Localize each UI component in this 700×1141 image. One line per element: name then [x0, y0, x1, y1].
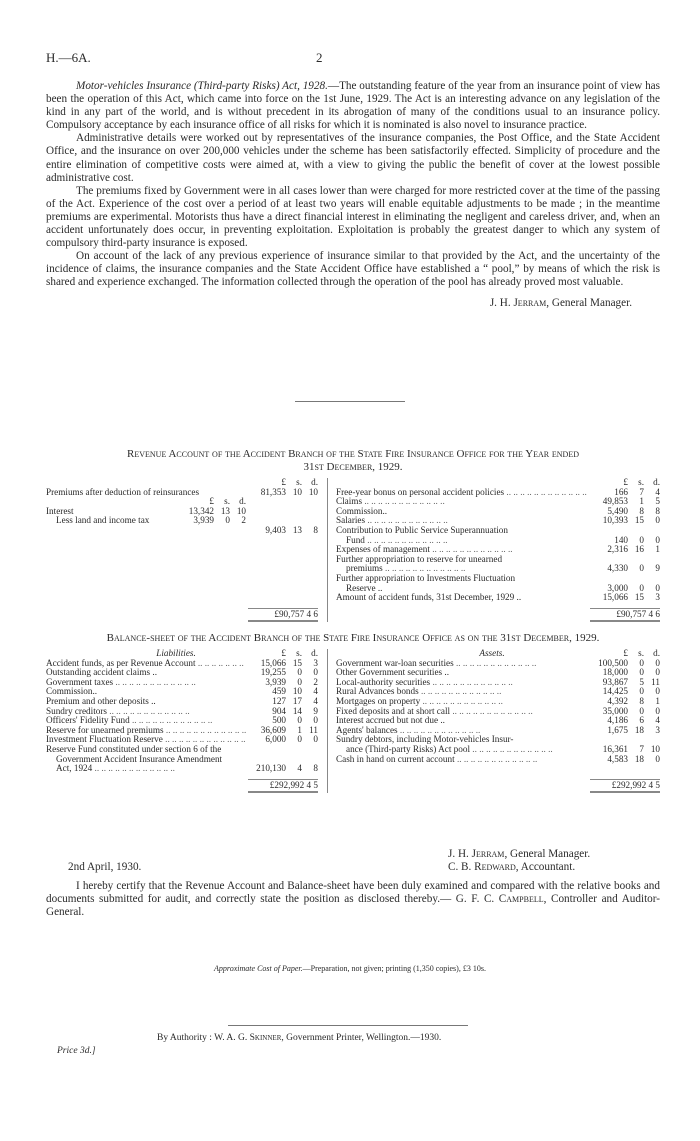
- pence: 3: [313, 657, 318, 668]
- shillings: 0: [225, 515, 230, 526]
- pence: 0: [313, 715, 318, 726]
- row-label: Free-year bonus on personal accident policies .. ..: [336, 488, 588, 498]
- row-label: ance (Third-party Risks) Act pool .. ..: [336, 745, 588, 755]
- revenue-total-left: £90,757 4 6: [248, 608, 318, 622]
- pence: 1: [655, 544, 660, 555]
- price: Price 3d.]: [57, 1046, 96, 1056]
- shillings: 10: [292, 486, 302, 497]
- signature-title: , General Manager.: [504, 848, 591, 860]
- pence: 0: [655, 657, 660, 668]
- pence: 0: [655, 582, 660, 593]
- row-label: Interest accrued but not due ..: [336, 716, 445, 726]
- balance-title: Balance-sheet of the Accident Branch of the State Fire Insurance Office as on the 31st December, 1929.: [106, 632, 600, 644]
- liabilities-heading: Liabilities.: [156, 649, 196, 658]
- column-headers: [336, 478, 660, 488]
- signature-manager: [46, 297, 660, 310]
- paragraph-3: The premiums fixed by Government were in all cases lower than were charged for more restricted cover at the time of the passing of the Act. Experience of the cost over a period of at least two years will enable equitable adjustments to be made ; in the meantime premiums are experimental. Motorists thus have a direct financial interest in eliminating the negligent and careless driver, and, when an accident unfortunately does occur, in preventing exploitation. Exploitation is probably the greatest danger to which any system of compulsory third-party insurance is exposed.: [46, 184, 660, 250]
- pounds: 100,500: [598, 657, 628, 668]
- audit-certificate: [46, 880, 660, 919]
- printer-name: Skinner: [249, 1033, 282, 1043]
- divider: [295, 401, 405, 402]
- pence: 3: [655, 592, 660, 603]
- shillings: 0: [639, 705, 644, 716]
- certify-text: I hereby certify that the Revenue Account and Balance-sheet have been duly examined and compared with the relative books and documents submitted for audit, and correctly state the position as disclosed thereby.—: [46, 880, 660, 906]
- pounds: 10,393: [602, 515, 628, 526]
- shillings: 0: [297, 676, 302, 687]
- shillings: 13: [220, 505, 230, 516]
- table-row: [336, 564, 660, 574]
- auditor-title: , Controller and Auditor-General.: [46, 893, 660, 919]
- col-shillings: s.: [638, 648, 644, 658]
- pounds: 2,316: [607, 544, 628, 555]
- shillings: 16: [634, 544, 644, 555]
- row-label: Premiums after deduction of reinsurances: [46, 487, 200, 497]
- shillings: 0: [639, 563, 644, 574]
- row-label: Accident funds, as per Revenue Account .. ..: [46, 659, 246, 669]
- pounds: 49,853: [602, 496, 628, 507]
- assets-heading: Assets.: [479, 649, 505, 658]
- revenue-expenditure-side: [327, 478, 660, 622]
- pence: 2: [313, 676, 318, 687]
- pounds: 81,353: [260, 486, 286, 497]
- balance-section: [46, 632, 660, 793]
- row-label: Less land and income tax: [56, 516, 150, 526]
- shillings: 15: [634, 515, 644, 526]
- row-label: Sundry creditors .. ..: [46, 707, 246, 717]
- row-label: Reserve Fund constituted under section 6 of the: [46, 744, 222, 754]
- col-pence: d.: [311, 648, 318, 658]
- table-row: [46, 507, 318, 517]
- cost-note: [0, 964, 700, 973]
- pounds: 5,490: [607, 505, 628, 516]
- col-pence: d.: [311, 477, 318, 487]
- pence: 8: [313, 763, 318, 774]
- signature-title: , General Manager.: [546, 296, 632, 309]
- signature-accountant: [448, 861, 590, 874]
- col-pounds: £: [623, 477, 628, 487]
- row-label: Contribution to Public Service Superannuation: [336, 525, 508, 535]
- row-label: Further appropriation to Investments Fluctuation: [336, 573, 516, 583]
- row-label: Rural Advances bonds .. ..: [336, 687, 588, 697]
- shillings: 10: [292, 686, 302, 697]
- revenue-title-line2: 31st December, 1929.: [303, 461, 403, 473]
- row-label: Local-authority securities .. ..: [336, 678, 588, 688]
- pounds: 4,186: [607, 715, 628, 726]
- shillings: 0: [639, 657, 644, 668]
- shillings: 13: [292, 524, 302, 535]
- pounds: 3,939: [193, 515, 214, 526]
- pence: 8: [655, 505, 660, 516]
- pence: 0: [655, 753, 660, 764]
- row-label: Fund .. ..: [336, 536, 588, 546]
- table-row: [46, 488, 318, 498]
- row-label: premiums .. ..: [336, 564, 588, 574]
- row-label: Salaries .. ..: [336, 516, 588, 526]
- row-label: Act, 1924 .. ..: [46, 764, 246, 774]
- shillings: 7: [639, 743, 644, 754]
- pounds: 500: [272, 715, 286, 726]
- revenue-total-right: £90,757 4 6: [590, 608, 660, 622]
- signature-manager: [448, 848, 590, 861]
- pounds: 18,000: [602, 667, 628, 678]
- pounds: 4,330: [607, 563, 628, 574]
- pounds: 13,342: [188, 505, 214, 516]
- col-shillings: s.: [638, 477, 644, 487]
- row-label: Amount of accident funds, 31st December, 1929 ..: [336, 593, 522, 603]
- pence: 1: [655, 695, 660, 706]
- row-label: Interest: [46, 506, 74, 516]
- date: 2nd April, 1930.: [68, 861, 142, 873]
- col-shillings: s.: [296, 477, 302, 487]
- row-label: Expenses of management .. ..: [336, 545, 588, 555]
- col-pounds: £: [623, 648, 628, 658]
- pence: 9: [313, 705, 318, 716]
- row-label: Commission..: [336, 506, 388, 516]
- col-pence: d.: [653, 477, 660, 487]
- col-pounds: £: [281, 648, 286, 658]
- shillings: 18: [634, 724, 644, 735]
- printer-authority: [157, 1033, 441, 1043]
- pounds: 16,361: [602, 743, 628, 754]
- pounds: 4,583: [607, 753, 628, 764]
- revenue-title: [46, 448, 660, 474]
- row-label: Reserve for unearned premiums .. ..: [46, 726, 246, 736]
- table-row: [46, 745, 318, 755]
- pounds: 35,000: [602, 705, 628, 716]
- revenue-section: [46, 448, 660, 622]
- row-label: Premium and other deposits ..: [46, 696, 156, 706]
- col-pounds: £: [209, 496, 214, 507]
- table-row: [336, 526, 660, 536]
- shillings: [286, 745, 302, 755]
- pounds: 1,675: [607, 724, 628, 735]
- table-row: [336, 545, 660, 555]
- shillings: 18: [634, 753, 644, 764]
- pounds: 36,609: [260, 724, 286, 735]
- pounds: 127: [272, 695, 286, 706]
- row-label: Outstanding accident claims ..: [46, 668, 157, 678]
- pounds: 14,425: [602, 686, 628, 697]
- pence: 10: [236, 505, 246, 516]
- pence: 11: [651, 676, 660, 687]
- shillings: 0: [639, 534, 644, 545]
- shillings: 0: [639, 686, 644, 697]
- pence: 3: [655, 724, 660, 735]
- pounds: [246, 745, 286, 755]
- col-pence: d.: [239, 496, 246, 507]
- shillings: 1: [297, 724, 302, 735]
- cost-text: —Preparation, not given; printing (1,350 copies), £3 10s.: [302, 964, 486, 973]
- pence: [302, 745, 318, 755]
- document-reference: H.—6A.: [46, 50, 91, 65]
- signature-name: J. H. Jerram: [489, 296, 547, 309]
- row-label: Government taxes .. ..: [46, 678, 246, 688]
- row-label: Fixed deposits and at short call .. ..: [336, 707, 588, 717]
- paragraph-1-text: —The outstanding feature of the year from an insurance point of view has been the operation of this Act, which came into force on the 1st June, 1929. The Act is an interesting advance on any legislation of the kind in any part of the world, and is without precedent in its abrogation of many of the conditions usual to an insurance policy. Compulsory acceptance by each insurance office of all risks for which it is nominated is also novel to insurance practice.: [46, 80, 660, 132]
- pounds: 15,066: [602, 592, 628, 603]
- revenue-table: [46, 478, 660, 622]
- pounds: 9,403: [265, 524, 286, 535]
- pounds: 6,000: [265, 734, 286, 745]
- pence: 4: [655, 715, 660, 726]
- row-label: Sundry debtors, including Motor-vehicles Insur-: [336, 735, 514, 745]
- sub-headers: [46, 497, 318, 507]
- intro-text: [46, 80, 660, 310]
- col-shillings: s.: [296, 648, 302, 658]
- row-label: Other Government securities ..: [336, 668, 450, 678]
- table-row: [336, 755, 660, 765]
- pence: 4: [655, 486, 660, 497]
- auditor-name: G. F. C. Campbell: [455, 893, 544, 906]
- row-label: Cash in hand on current account .. ..: [336, 755, 588, 765]
- pence: 0: [313, 734, 318, 745]
- revenue-title-line1: Revenue Account of the Accident Branch of the State Fire Insurance Office for the Year ended: [127, 448, 579, 460]
- shillings: 1: [639, 496, 644, 507]
- pence: 8: [313, 524, 318, 535]
- pence: 11: [309, 724, 318, 735]
- act-title: Motor-vehicles Insurance (Third-party Risks) Act, 1928.: [76, 80, 328, 92]
- authority-prefix: By Authority : W. A. G.: [157, 1033, 250, 1043]
- row-label: Government Accident Insurance Amendment: [56, 754, 223, 764]
- shillings: 0: [297, 734, 302, 745]
- table-row: [336, 516, 660, 526]
- shillings: 0: [297, 667, 302, 678]
- balance-table: [46, 649, 660, 793]
- pounds: 140: [614, 534, 628, 545]
- shillings: 6: [639, 715, 644, 726]
- pounds: 15,066: [260, 657, 286, 668]
- row-label: Government war-loan securities .. ..: [336, 659, 588, 669]
- shillings: 14: [292, 705, 302, 716]
- paragraph-2: Administrative details were worked out by representatives of the insurance companies, the Post Office, and the State Accident Office, and the insurance on over 200,000 vehicles under the scheme has been satisfactorily effected. Simplicity of procedure and the entire elimination of competitive costs were aimed at, with a view to giving the public the benefit of cover at the lowest possible administrative cost.: [46, 132, 660, 184]
- authority-suffix: , Government Printer, Wellington.—1930.: [281, 1033, 442, 1043]
- pence: 0: [655, 667, 660, 678]
- shillings: 5: [639, 676, 644, 687]
- pence: 4: [313, 695, 318, 706]
- pence: 10: [650, 743, 660, 754]
- pounds: 93,867: [602, 676, 628, 687]
- row-label: Reserve ..: [346, 583, 383, 593]
- col-pounds: £: [281, 477, 286, 487]
- paragraph-4: On account of the lack of any previous experience of insurance similar to that provided by the Act, and the uncertainty of the incidence of claims, the insurance companies and the State Accident Office have established a “ pool,” by means of which the risk is shared and experience exchanged. The information collected through the operation of the pool has already proved most valuable.: [46, 250, 660, 289]
- table-row: [46, 735, 318, 745]
- pence: 0: [313, 667, 318, 678]
- row-label: Investment Fluctuation Reserve .. ..: [46, 735, 246, 745]
- signature-name: J. H. Jerram: [448, 848, 505, 860]
- shillings: 17: [292, 695, 302, 706]
- signature-name: C. B. Redward: [448, 861, 516, 873]
- pence: 10: [308, 486, 318, 497]
- pounds: 3,939: [265, 676, 286, 687]
- assets-total: £292,992 4 5: [590, 779, 660, 793]
- table-row: [336, 593, 660, 603]
- divider: [228, 1025, 468, 1026]
- shillings: 0: [639, 582, 644, 593]
- col-shillings: s.: [224, 496, 230, 507]
- revenue-income-side: [46, 478, 327, 622]
- shillings: 0: [639, 667, 644, 678]
- shillings: 15: [634, 592, 644, 603]
- pounds: 459: [272, 686, 286, 697]
- row-label: Claims .. ..: [336, 497, 588, 507]
- shillings: 8: [639, 505, 644, 516]
- shillings: 7: [639, 486, 644, 497]
- page-header: [46, 50, 660, 66]
- assets-side: [327, 649, 660, 793]
- signatures: [448, 848, 590, 874]
- table-row: [336, 726, 660, 736]
- page-number: 2: [316, 50, 323, 65]
- pounds: 166: [614, 486, 628, 497]
- shillings: 8: [639, 695, 644, 706]
- liabilities-total: £292,992 4 5: [248, 779, 318, 793]
- pence: 0: [655, 534, 660, 545]
- row-label: Officers' Fidelity Fund .. ..: [46, 716, 246, 726]
- pounds: 904: [272, 705, 286, 716]
- liabilities-side: [46, 649, 327, 793]
- paragraph-1: [46, 80, 660, 132]
- row-label: Mortgages on property .. ..: [336, 697, 588, 707]
- shillings: 15: [292, 657, 302, 668]
- pounds: 3,000: [607, 582, 628, 593]
- cost-label: Approximate Cost of Paper.: [214, 964, 303, 973]
- col-pence: d.: [653, 648, 660, 658]
- pence: 4: [313, 686, 318, 697]
- pounds: 4,392: [607, 695, 628, 706]
- shillings: 0: [297, 715, 302, 726]
- table-row: [46, 764, 318, 774]
- row-label: Agents' balances .. ..: [336, 726, 588, 736]
- pounds: 210,130: [256, 763, 286, 774]
- shillings: 4: [297, 763, 302, 774]
- pounds: 19,255: [260, 667, 286, 678]
- pence: 0: [655, 515, 660, 526]
- pence: 9: [655, 563, 660, 574]
- pence: 2: [241, 515, 246, 526]
- pence: 5: [655, 496, 660, 507]
- table-row: [46, 526, 318, 536]
- row-label: Commission..: [46, 687, 98, 697]
- pence: 0: [655, 705, 660, 716]
- signature-title: , Accountant.: [515, 861, 576, 873]
- row-label: Further appropriation to reserve for unearned: [336, 554, 503, 564]
- pence: 0: [655, 686, 660, 697]
